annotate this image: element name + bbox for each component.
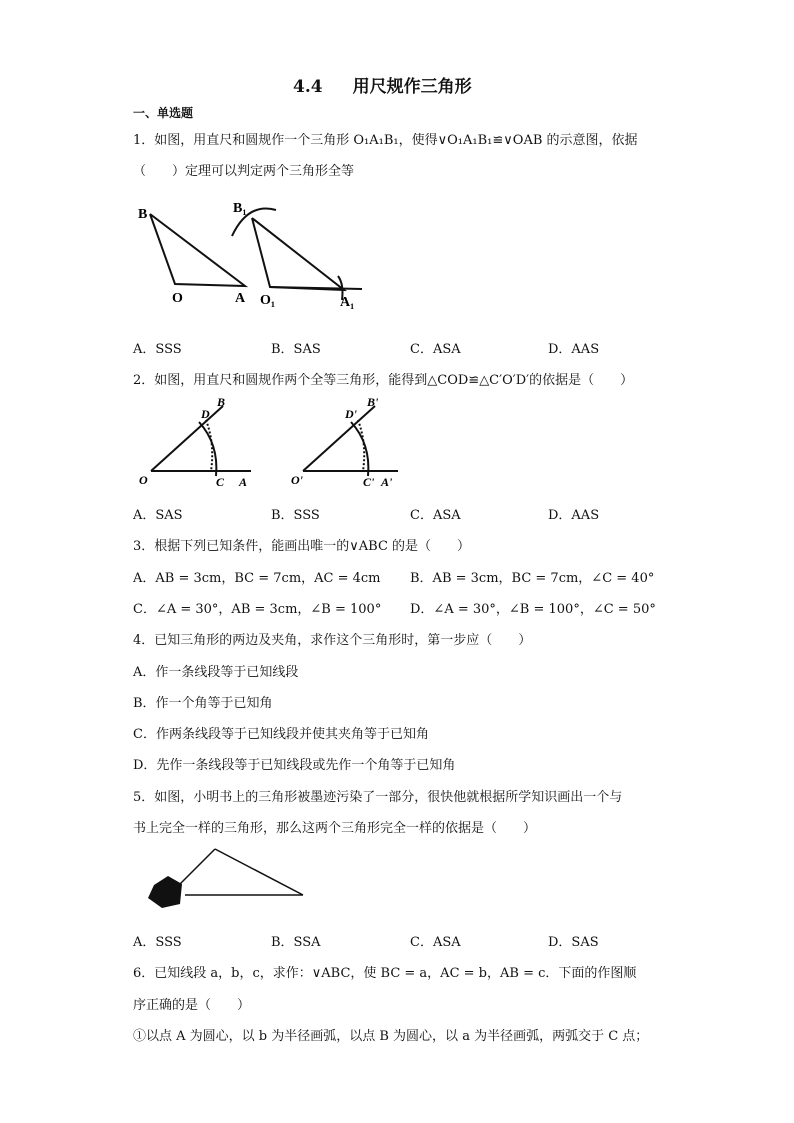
q3-option-c[interactable]: C．∠A = 30°，AB = 3cm，∠B = 100° — [133, 602, 382, 617]
q2-figure — [133, 396, 413, 492]
q2-label-B-prime: B' — [367, 396, 379, 409]
q1-option-a[interactable]: A．SSS — [133, 342, 182, 357]
q1-figure — [130, 192, 370, 317]
q2-label-C-prime: C' — [363, 475, 375, 489]
q3-option-b[interactable]: B．AB = 3cm，BC = 7cm，∠C = 40° — [410, 571, 655, 586]
q3-stem-line1: 3．根据下列已知条件，能画出唯一的∨ABC 的是（ ） — [133, 539, 471, 554]
q2-label-D-prime: D' — [345, 407, 357, 421]
q1-stem-line2: （ ）定理可以判定两个三角形全等 — [133, 164, 355, 179]
q1-label-B1: B₁ — [233, 201, 247, 216]
q4-option-a[interactable]: A．作一条线段等于已知线段 — [133, 665, 299, 680]
q6-stem-line2: 序正确的是（ ） — [133, 998, 251, 1013]
q2-label-D: D — [201, 407, 210, 421]
ink-blot — [148, 876, 182, 908]
q2-label-A: A — [239, 475, 248, 489]
q6-stem-line1: 6．已知线段 a，b，c，求作：∨ABC，使 BC = a，AC = b，AB = c．下面的作图顺 — [133, 966, 637, 981]
q2-option-d[interactable]: D．AAS — [548, 508, 600, 523]
q1-option-b[interactable]: B．SAS — [271, 342, 321, 357]
q5-option-b[interactable]: B．SSA — [271, 935, 321, 950]
q1-option-d[interactable]: D．AAS — [548, 342, 600, 357]
q3-option-a[interactable]: A．AB = 3cm，BC = 7cm，AC = 4cm — [133, 571, 381, 586]
q2-label-O-prime: O' — [291, 473, 303, 487]
q2-label-B: B — [217, 396, 226, 409]
q2-stem-line1: 2．如图，用直尺和圆规作两个全等三角形，能得到△COD≌△C′O′D′的依据是（ ） — [133, 373, 634, 388]
q2-option-c[interactable]: C．ASA — [410, 508, 461, 523]
q1-label-A1: A₁ — [340, 295, 355, 310]
q1-stem-line1: 1．如图，用直尺和圆规作一个三角形 O₁A₁B₁，使得∨O₁A₁B₁≌∨OAB 的示意图，依据 — [133, 133, 638, 148]
q4-option-b[interactable]: B．作一个角等于已知角 — [133, 696, 273, 711]
page-title — [293, 72, 472, 97]
title-number: 4.4 — [293, 77, 323, 97]
q4-option-c[interactable]: C．作两条线段等于已知线段并使其夹角等于已知角 — [133, 727, 429, 742]
q5-stem-line2: 书上完全一样的三角形，那么这两个三角形完全一样的依据是（ ） — [133, 821, 537, 836]
q1-label-O1: O₁ — [260, 293, 276, 308]
q5-option-d[interactable]: D．SAS — [548, 935, 599, 950]
q2-option-b[interactable]: B．SSS — [271, 508, 320, 523]
q1-label-A: A — [235, 291, 246, 306]
q5-option-c[interactable]: C．ASA — [410, 935, 461, 950]
q6-step-1: ①以点 A 为圆心，以 b 为半径画弧，以点 B 为圆心，以 a 为半径画弧，两弧交于 C 点； — [133, 1029, 649, 1044]
q1-option-c[interactable]: C．ASA — [410, 342, 461, 357]
q4-option-d[interactable]: D．先作一条线段等于已知线段或先作一个角等于已知角 — [133, 758, 456, 773]
q1-label-O: O — [172, 291, 183, 306]
q5-figure — [140, 846, 310, 912]
q2-label-O: O — [139, 473, 148, 487]
q5-stem-line1: 5．如图，小明书上的三角形被墨迹污染了一部分，很快他就根据所学知识画出一个与 — [133, 790, 623, 805]
q2-option-a[interactable]: A．SAS — [133, 508, 183, 523]
q4-stem-line1: 4．已知三角形的两边及夹角，求作这个三角形时，第一步应（ ） — [133, 633, 532, 648]
q2-label-A-prime: A' — [381, 475, 393, 489]
q5-option-a[interactable]: A．SSS — [133, 935, 182, 950]
q1-label-B: B — [138, 207, 148, 222]
q2-label-C: C — [216, 475, 225, 489]
q3-option-d[interactable]: D．∠A = 30°，∠B = 100°，∠C = 50° — [410, 602, 656, 617]
section-heading: 一、单选题 — [133, 106, 194, 120]
title-text: 用尺规作三角形 — [352, 77, 472, 97]
